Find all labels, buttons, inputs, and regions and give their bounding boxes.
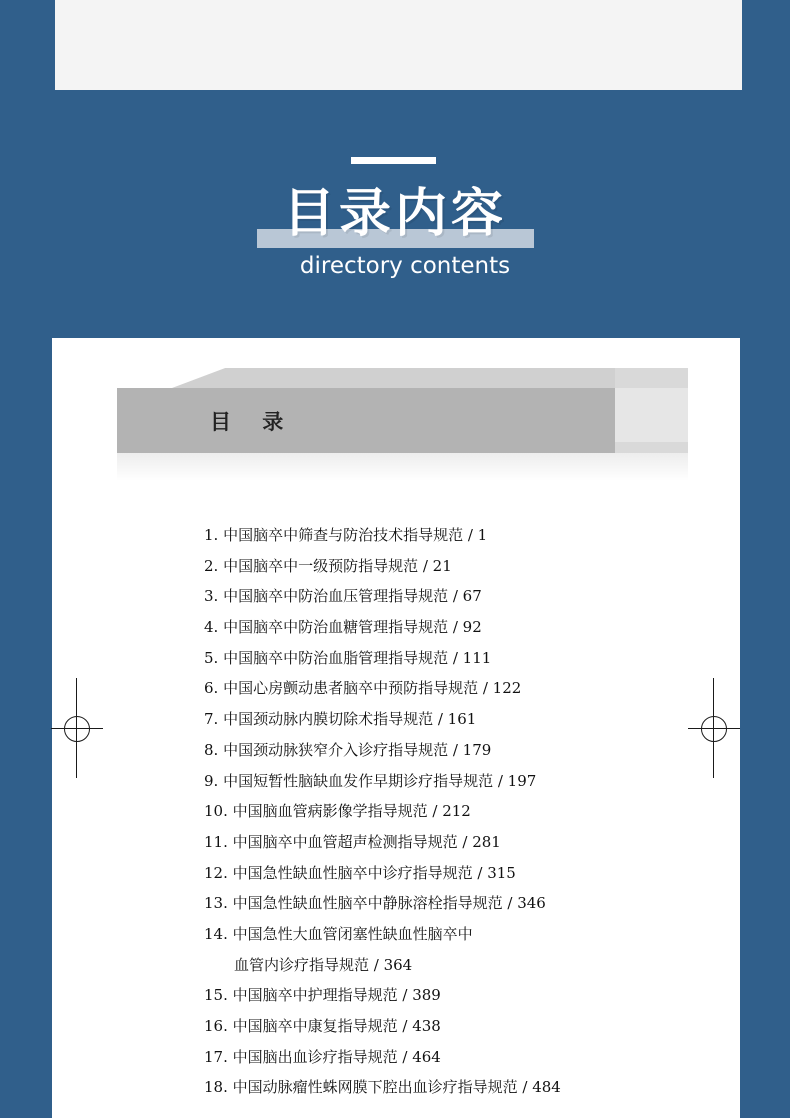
title-decoration-bar	[351, 157, 436, 164]
toc-item[interactable]: 10. 中国脑血管病影像学指导规范 / 212	[204, 802, 471, 821]
toc-item[interactable]: 14. 中国急性大血管闭塞性缺血性脑卒中	[204, 924, 473, 943]
toc-item[interactable]: 15. 中国脑卒中护理指导规范 / 389	[204, 986, 441, 1005]
banner-subtitle: directory contents	[299, 253, 511, 279]
toc-item[interactable]: 18. 中国动脉瘤性蛛网膜下腔出血诊疗指导规范 / 484	[204, 1078, 561, 1097]
toc-item[interactable]: 13. 中国急性缺血性脑卒中静脉溶栓指导规范 / 346	[204, 894, 546, 913]
toc-item[interactable]: 1. 中国脑卒中筛查与防治技术指导规范 / 1	[204, 526, 488, 544]
toc-item[interactable]: 6. 中国心房颤动患者脑卒中预防指导规范 / 122	[204, 679, 522, 698]
document-page	[52, 338, 740, 1118]
top-white-panel	[55, 0, 742, 90]
header-slant	[172, 368, 615, 388]
header-shadow	[117, 453, 688, 481]
toc-item[interactable]: 8. 中国颈动脉狭窄介入诊疗指导规范 / 179	[204, 740, 492, 759]
crop-mark-left-icon	[51, 678, 103, 778]
toc-heading: 目 录	[210, 410, 296, 434]
banner-title: 目录内容	[282, 184, 507, 244]
header-block	[117, 388, 615, 453]
toc-item[interactable]: 11. 中国脑卒中血管超声检测指导规范 / 281	[204, 832, 501, 851]
toc-item-continuation[interactable]: 血管内诊疗指导规范 / 364	[234, 955, 413, 974]
toc-item[interactable]: 9. 中国短暂性脑缺血发作早期诊疗指导规范 / 197	[204, 771, 537, 790]
toc-item[interactable]: 17. 中国脑出血诊疗指导规范 / 464	[204, 1047, 441, 1066]
toc-item[interactable]: 4. 中国脑卒中防治血糖管理指导规范 / 92	[204, 618, 482, 637]
toc-item[interactable]: 2. 中国脑卒中一级预防指导规范 / 21	[204, 556, 452, 575]
toc-list	[204, 520, 724, 1103]
toc-item[interactable]: 3. 中国脑卒中防治血压管理指导规范 / 67	[204, 587, 482, 606]
toc-item[interactable]: 12. 中国急性缺血性脑卒中诊疗指导规范 / 315	[204, 863, 516, 882]
toc-item[interactable]: 7. 中国颈动脉内膜切除术指导规范 / 161	[204, 710, 477, 729]
toc-item[interactable]: 5. 中国脑卒中防治血脂管理指导规范 / 111	[204, 648, 492, 667]
crop-mark-right-icon	[688, 678, 740, 778]
header-right-block	[615, 368, 688, 453]
toc-item[interactable]: 16. 中国脑卒中康复指导规范 / 438	[204, 1017, 441, 1035]
